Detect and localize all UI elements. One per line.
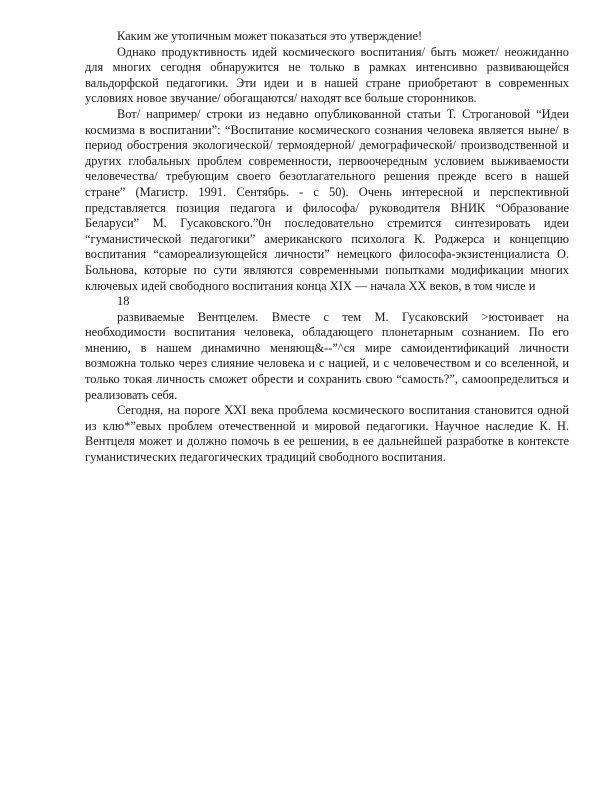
paragraph-utopian-statement: Каким же утопичным может показаться это утверждение! xyxy=(117,29,423,43)
paragraph-stroganova-quote: Вот/ например/ строки из недавно опубликованной статьи Т. Строгановой “Идеи космизма в воспитании”: “Воспитание космического сознания человека является ныне/ в период обострения экологической/ термоядерной/ демографической/ производственной и других глобальных проблем современности, первоочередным условием выживаемости человечества/ требующим своего безотлагательного решения прежде всего в нашей стране” (Магистр. 1991. Сентябрь. - с 50). Очень интересной и перспективной представляется позиция педагога и философа/ руководителя ВНИК “Образование Беларуси” М. Гусаковского.”0н последовательно стремится синтезировать идеи “гуманистической педагогики” американского психолога К. Роджерса и концепцию воспитания “самореализующейся личности” немецкого философа-экзистенциалиста О. Больнова, которые по сути являются современными попытками модификации многих ключевых идей свободного воспитания конца XIX — начала XX веков, в том числе и xyxy=(85,106,569,293)
document-body xyxy=(85,29,569,466)
paragraph-conclusion: Сегодня, на пороге XXI века проблема космического воспитания становится одной из клю*”евых проблем отечественной и мировой педагогики. Научное наследие К. Н. Вентцеля может и должно помочь в ее решении, в ее дальнейшей разработке в контексте гуманистических педагогических традиций свободного воспитания. xyxy=(85,403,569,465)
paragraph-cosmic-education: Однако продуктивность идей космического воспитания/ быть может/ неожиданно для многих сегодня обнаружится не только в рамках интенсивно развивающейся вальдорфской педагогики. Эти идеи и в нашей стране приобретают в современных условиях новое звучание/ обогащаются/ находят все больше сторонников. xyxy=(85,44,569,106)
page-number: 18 xyxy=(117,294,130,309)
paragraph-gusakovsky: развиваемые Вентцелем. Вместе с тем М. Гусаковский >юстоивает на необходимости воспитания человека, обладающего плонетарным сознанием. По его мнению, в нашем динамично меняющ&--”^ся мире самоидентификаций личности возможна только через слияние человека и с нацией, и с человечеством и со вселенной, и только токая личность сможет обрести и сохранить свою “самость?”, самоопределиться и реализовать себя. xyxy=(85,309,569,402)
